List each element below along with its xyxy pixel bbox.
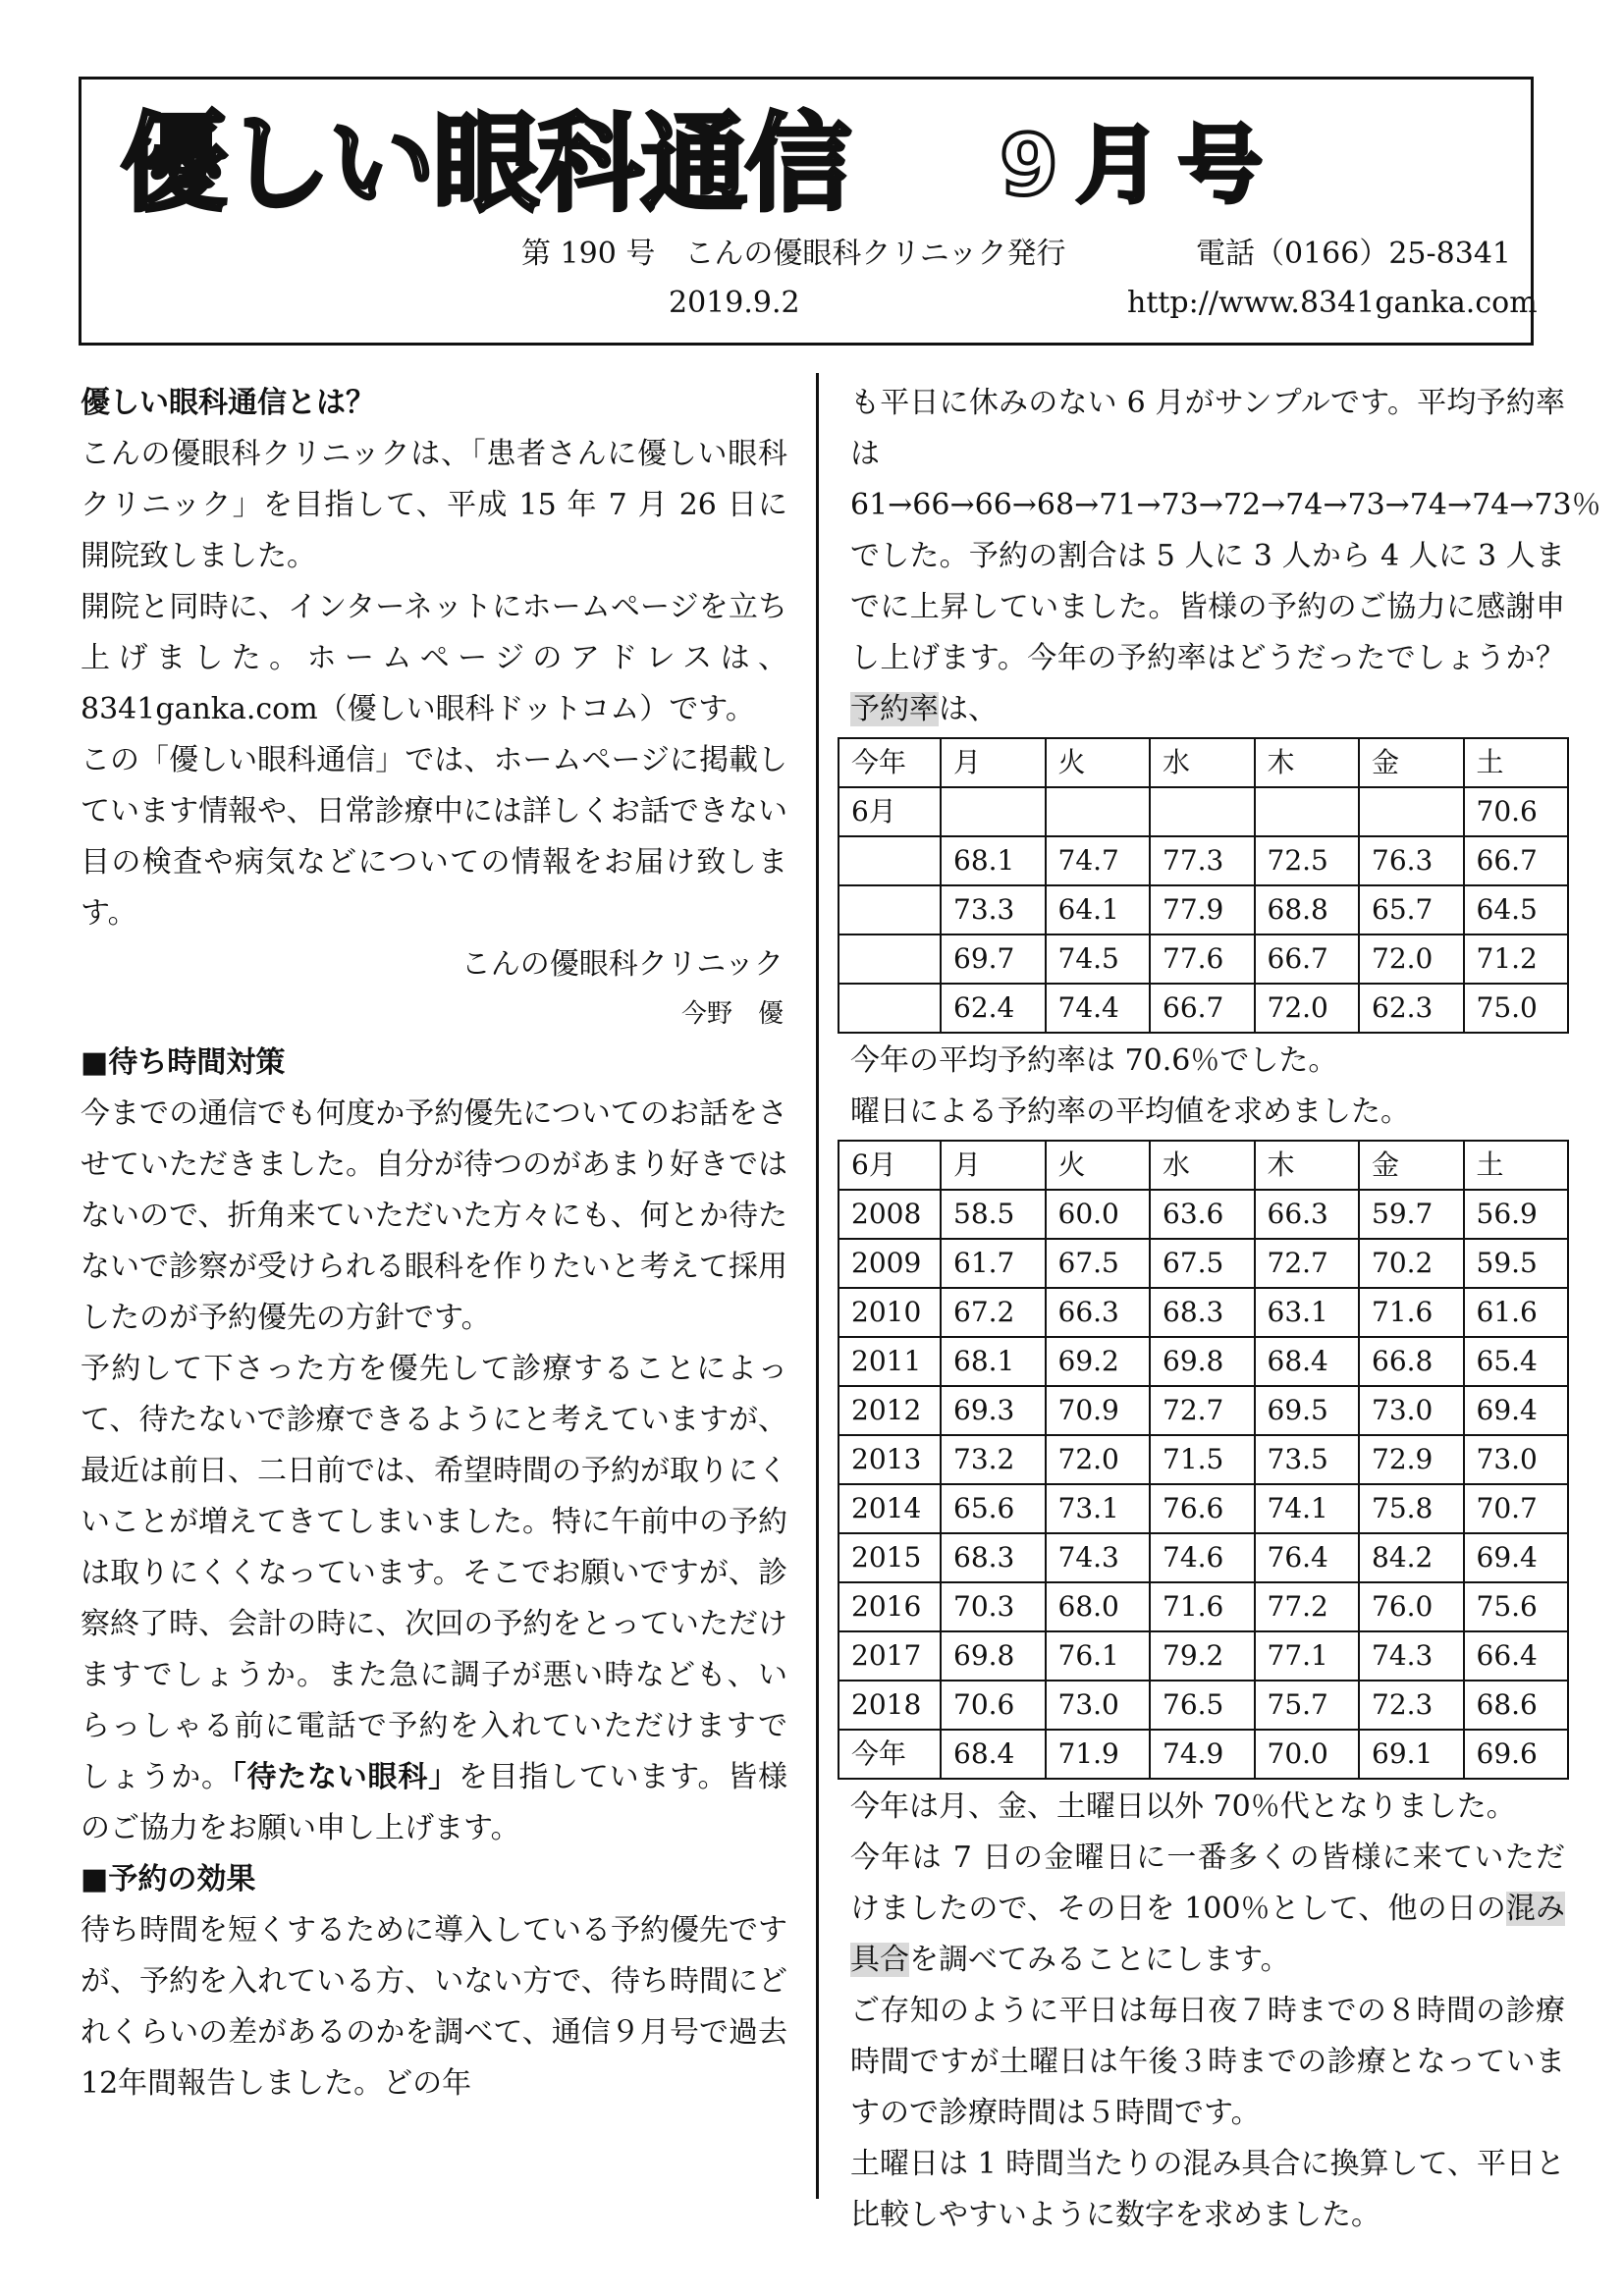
yearly-weekday-rate-table xyxy=(838,1140,1569,1780)
table-row xyxy=(839,885,1568,934)
table-cell: 59.5 xyxy=(1464,1239,1569,1288)
table-cell: 68.1 xyxy=(941,1337,1046,1386)
table-row xyxy=(839,1631,1568,1681)
reservation-effect-heading: ■予約の効果 xyxy=(81,1862,256,1896)
table-cell: 66.3 xyxy=(1046,1288,1151,1337)
table-cell: 74.3 xyxy=(1046,1533,1151,1582)
table-header-cell: 金 xyxy=(1359,1141,1464,1190)
table-cell: 71.2 xyxy=(1464,934,1569,984)
table-cell: 今年 xyxy=(839,1730,941,1779)
table-header-cell: 月 xyxy=(941,1141,1046,1190)
table-cell: 74.5 xyxy=(1046,934,1151,984)
table-cell: 70.0 xyxy=(1255,1730,1360,1779)
table-cell xyxy=(1359,787,1464,836)
weekday-summary-text: 今年は月、金、土曜日以外 70％代となりました。 xyxy=(850,1789,1516,1824)
table-row xyxy=(839,836,1568,885)
table-cell: 67.5 xyxy=(1046,1239,1151,1288)
table-cell: 62.3 xyxy=(1359,984,1464,1033)
table-cell: 66.8 xyxy=(1359,1337,1464,1386)
table-cell: 75.6 xyxy=(1464,1582,1569,1631)
table-cell: 72.0 xyxy=(1359,934,1464,984)
table-cell xyxy=(839,984,941,1033)
table-cell: 62.4 xyxy=(941,984,1046,1033)
weekday-average-text: 曜日による予約率の平均値を求めました。 xyxy=(850,1095,1410,1129)
table-cell: 73.0 xyxy=(1359,1386,1464,1435)
table-cell: 74.4 xyxy=(1046,984,1151,1033)
table-cell: 2009 xyxy=(839,1239,941,1288)
table-cell: 65.6 xyxy=(941,1484,1046,1533)
issue-date: 2019.9.2 xyxy=(669,286,800,320)
table-cell: 63.1 xyxy=(1255,1288,1360,1337)
waiting-time-heading: ■待ち時間対策 xyxy=(81,1045,286,1080)
table-row xyxy=(839,1484,1568,1533)
table-cell xyxy=(1255,787,1360,836)
table-row xyxy=(839,1239,1568,1288)
table-cell: 66.7 xyxy=(1255,934,1360,984)
table-row xyxy=(839,1288,1568,1337)
table-cell: 69.7 xyxy=(941,934,1046,984)
table-cell: 74.6 xyxy=(1150,1533,1255,1582)
table-cell: 65.7 xyxy=(1359,885,1464,934)
table-cell: 73.3 xyxy=(941,885,1046,934)
waiting-time-text-b: を目指しています。皆様のご協力をお願い申し上げます。 xyxy=(81,1760,788,1845)
reservation-rate-paragraph xyxy=(850,378,1601,735)
table-cell: 76.3 xyxy=(1359,836,1464,885)
signature-clinic: こんの優眼科クリニック xyxy=(460,947,784,982)
table-cell: 69.2 xyxy=(1046,1337,1151,1386)
table-row xyxy=(839,934,1568,984)
table-cell xyxy=(839,836,941,885)
table-cell: 70.7 xyxy=(1464,1484,1569,1533)
table-cell: 61.6 xyxy=(1464,1288,1569,1337)
table-cell: 66.7 xyxy=(1464,836,1569,885)
table-cell: 77.6 xyxy=(1150,934,1255,984)
reservation-rate-text-a: も平日に休みのない 6 月がサンプルです。平均予約率は 61→66→66→68→71→73→72→74→73→74→74→73％でした。予約の割合は 5 人に 3 人から 4 人に 3 人までに上昇していました。皆様の予約のご協力に感謝申し上げます。今年の予約率はどうだったでしょうか？ xyxy=(850,386,1601,675)
table-cell: 68.3 xyxy=(941,1533,1046,1582)
waiting-time-paragraph-2 xyxy=(81,1344,787,1854)
table-cell: 69.8 xyxy=(941,1631,1046,1681)
right-column xyxy=(850,378,1601,2241)
table-cell: 6月 xyxy=(839,787,941,836)
table-cell: 69.1 xyxy=(1359,1730,1464,1779)
table-cell: 2013 xyxy=(839,1435,941,1484)
table-header-cell: 水 xyxy=(1150,738,1255,787)
table-cell: 79.2 xyxy=(1150,1631,1255,1681)
reservation-rate-highlight: 予約率 xyxy=(850,692,939,726)
issue-month: 9月号 xyxy=(1000,117,1280,215)
table-header-cell: 月 xyxy=(941,738,1046,787)
table-cell: 58.5 xyxy=(941,1190,1046,1239)
table-cell: 69.5 xyxy=(1255,1386,1360,1435)
table-cell: 73.5 xyxy=(1255,1435,1360,1484)
crowding-paragraph xyxy=(850,1833,1565,1986)
no-wait-clinic-slogan: 「待たない眼科」 xyxy=(231,1760,459,1794)
table-cell: 65.4 xyxy=(1464,1337,1569,1386)
table-cell: 84.2 xyxy=(1359,1533,1464,1582)
crowding-text-a: 今年は 7 日の金曜日に一番多くの皆様に来ていただけましたので、その日を 100％として、他の日の xyxy=(850,1841,1565,1926)
table-cell: 64.1 xyxy=(1046,885,1151,934)
crowding-text-b: を調べてみることにします。 xyxy=(909,1943,1290,1977)
table-row xyxy=(839,1681,1568,1730)
table-cell: 76.4 xyxy=(1255,1533,1360,1582)
table-cell: 63.6 xyxy=(1150,1190,1255,1239)
table-cell: 73.0 xyxy=(1046,1681,1151,1730)
newsletter-title: 優しい眼科通信 xyxy=(121,103,850,226)
table-cell: 67.2 xyxy=(941,1288,1046,1337)
table-row xyxy=(839,1730,1568,1779)
table-cell: 68.3 xyxy=(1150,1288,1255,1337)
table-cell: 72.9 xyxy=(1359,1435,1464,1484)
table-cell xyxy=(839,934,941,984)
reservation-effect-paragraph: 待ち時間を短くするために導入している予約優先ですが、予約を入れている方、いない方で、待ち時間にどれくらいの差があるのかを調べて、通信９月号で過去12年間報告しました。どの年 xyxy=(81,1913,787,2101)
table-cell: 64.5 xyxy=(1464,885,1569,934)
table-cell: 69.3 xyxy=(941,1386,1046,1435)
table-cell: 68.6 xyxy=(1464,1681,1569,1730)
table-header-cell: 6月 xyxy=(839,1141,941,1190)
table-cell: 72.5 xyxy=(1255,836,1360,885)
table-cell: 59.7 xyxy=(1359,1190,1464,1239)
table-cell: 2016 xyxy=(839,1582,941,1631)
saturday-conversion-paragraph: 土曜日は 1 時間当たりの混み具合に換算して、平日と比較しやすいように数字を求めました。 xyxy=(850,2147,1565,2232)
table-cell: 73.1 xyxy=(1046,1484,1151,1533)
table-row xyxy=(839,984,1568,1033)
table-cell: 69.8 xyxy=(1150,1337,1255,1386)
table-cell: 71.6 xyxy=(1359,1288,1464,1337)
table-cell: 56.9 xyxy=(1464,1190,1569,1239)
table-cell: 75.0 xyxy=(1464,984,1569,1033)
table-cell: 68.1 xyxy=(941,836,1046,885)
table-cell: 74.7 xyxy=(1046,836,1151,885)
table-cell: 69.6 xyxy=(1464,1730,1569,1779)
table-header-cell: 火 xyxy=(1046,1141,1151,1190)
table-cell: 70.3 xyxy=(941,1582,1046,1631)
table-cell: 68.4 xyxy=(1255,1337,1360,1386)
table-cell: 67.5 xyxy=(1150,1239,1255,1288)
table-row xyxy=(839,1533,1568,1582)
table-header-cell: 今年 xyxy=(839,738,941,787)
table-cell: 66.4 xyxy=(1464,1631,1569,1681)
intro-paragraph-2: 開院と同時に、インターネットにホームページを立ち上げました。ホームページのアドレスは、8341ganka.com（優しい眼科ドットコム）です。 xyxy=(81,590,787,726)
table-header-cell: 木 xyxy=(1255,1141,1360,1190)
table-cell: 77.2 xyxy=(1255,1582,1360,1631)
table-cell: 2008 xyxy=(839,1190,941,1239)
signature-name: 今野 優 xyxy=(680,999,784,1029)
table-cell: 76.1 xyxy=(1046,1631,1151,1681)
table-cell: 2018 xyxy=(839,1681,941,1730)
clinic-hours-paragraph: ご存知のように平日は毎日夜７時までの８時間の診療時間ですが土曜日は午後３時までの診療となっていますので診療時間は５時間です。 xyxy=(850,1994,1565,2130)
table-cell: 61.7 xyxy=(941,1239,1046,1288)
table-cell xyxy=(941,787,1046,836)
table-header-cell: 金 xyxy=(1359,738,1464,787)
table-cell xyxy=(1046,787,1151,836)
table-cell: 76.6 xyxy=(1150,1484,1255,1533)
table-row xyxy=(839,1337,1568,1386)
table-row xyxy=(839,787,1568,836)
crowding-highlight: 混み具合 xyxy=(850,1892,1565,1977)
table-cell: 74.1 xyxy=(1255,1484,1360,1533)
table-cell: 77.1 xyxy=(1255,1631,1360,1681)
table-cell: 69.4 xyxy=(1464,1386,1569,1435)
reservation-rate-text-b: は、 xyxy=(939,692,998,726)
table-header-row xyxy=(839,738,1568,787)
table-cell: 2012 xyxy=(839,1386,941,1435)
table-cell: 74.3 xyxy=(1359,1631,1464,1681)
table-row xyxy=(839,1582,1568,1631)
table-header-cell: 火 xyxy=(1046,738,1151,787)
table-cell: 72.0 xyxy=(1046,1435,1151,1484)
website-url[interactable]: http://www.8341ganka.com xyxy=(1127,286,1538,320)
table-row xyxy=(839,1435,1568,1484)
this-year-rate-table xyxy=(838,737,1569,1034)
table-cell: 72.0 xyxy=(1255,984,1360,1033)
table-header-cell: 木 xyxy=(1255,738,1360,787)
table-header-cell: 土 xyxy=(1464,1141,1569,1190)
issue-number-publisher: 第 190 号 こんの優眼科クリニック発行 xyxy=(521,237,1066,271)
table-cell: 76.0 xyxy=(1359,1582,1464,1631)
table-cell: 68.8 xyxy=(1255,885,1360,934)
table-cell: 77.3 xyxy=(1150,836,1255,885)
table-cell: 70.6 xyxy=(941,1681,1046,1730)
intro-heading: 優しい眼科通信とは？ xyxy=(81,386,375,420)
average-rate-text: 今年の平均予約率は 70.6％でした。 xyxy=(850,1043,1338,1078)
table-cell: 2011 xyxy=(839,1337,941,1386)
table-cell: 2015 xyxy=(839,1533,941,1582)
table-cell: 70.6 xyxy=(1464,787,1569,836)
table-cell: 2010 xyxy=(839,1288,941,1337)
table-cell: 68.0 xyxy=(1046,1582,1151,1631)
table-cell: 72.3 xyxy=(1359,1681,1464,1730)
table-cell: 71.5 xyxy=(1150,1435,1255,1484)
newsletter-header xyxy=(79,77,1538,346)
table-cell xyxy=(1150,787,1255,836)
table-cell: 71.6 xyxy=(1150,1582,1255,1631)
intro-paragraph-1: こんの優眼科クリニックは、「患者さんに優しい眼科クリニック」を目指して、平成 15 年 7 月 26 日に開院致しました。 xyxy=(81,437,787,573)
table-cell: 70.9 xyxy=(1046,1386,1151,1435)
waiting-time-paragraph-1: 今までの通信でも何度か予約優先についてのお話をさせていただきました。自分が待つのがあまり好きではないので、折角来ていただいた方々にも、何とか待たないで診察が受けられる眼科を作りたいと考えて採用したのが予約優先の方針です。 xyxy=(81,1096,787,1335)
table-cell: 76.5 xyxy=(1150,1681,1255,1730)
intro-paragraph-3: この「優しい眼科通信」では、ホームページに掲載しています情報や、日常診療中には詳しくお話できない目の検査や病気などについての情報をお届け致します。 xyxy=(81,743,787,931)
column-divider xyxy=(816,373,819,2199)
table-cell: 2014 xyxy=(839,1484,941,1533)
table-cell: 2017 xyxy=(839,1631,941,1681)
table-cell: 77.9 xyxy=(1150,885,1255,934)
waiting-time-text-a: 予約して下さった方を優先して診療することによって、待たないで診療できるようにと考えていますが、最近は前日、二日前では、希望時間の予約が取りにくいことが増えてきてしまいました。特に午前中の予約は取りにくくなっています。そこでお願いですが、診察終了時、会計の時に、次回の予約をとっていただけますでしょうか。また急に調子が悪い時なども、いらっしゃる前に電話で予約を入れていただけますでしょうか。 xyxy=(81,1352,787,1794)
table-row xyxy=(839,1386,1568,1435)
table-cell: 66.7 xyxy=(1150,984,1255,1033)
left-column xyxy=(81,378,787,2109)
table-cell: 72.7 xyxy=(1255,1239,1360,1288)
table-cell: 68.4 xyxy=(941,1730,1046,1779)
table-cell: 75.8 xyxy=(1359,1484,1464,1533)
table-row xyxy=(839,1190,1568,1239)
table-cell: 66.3 xyxy=(1255,1190,1360,1239)
table-header-cell: 土 xyxy=(1464,738,1569,787)
table-cell: 70.2 xyxy=(1359,1239,1464,1288)
table-header-cell: 水 xyxy=(1150,1141,1255,1190)
table-header-row xyxy=(839,1141,1568,1190)
phone-number: 電話（0166）25-8341 xyxy=(1196,237,1512,271)
table-cell: 75.7 xyxy=(1255,1681,1360,1730)
table-cell: 69.4 xyxy=(1464,1533,1569,1582)
table-cell xyxy=(839,885,941,934)
table-cell: 74.9 xyxy=(1150,1730,1255,1779)
table-cell: 73.0 xyxy=(1464,1435,1569,1484)
table-cell: 71.9 xyxy=(1046,1730,1151,1779)
table-cell: 72.7 xyxy=(1150,1386,1255,1435)
table-cell: 60.0 xyxy=(1046,1190,1151,1239)
table-cell: 73.2 xyxy=(941,1435,1046,1484)
